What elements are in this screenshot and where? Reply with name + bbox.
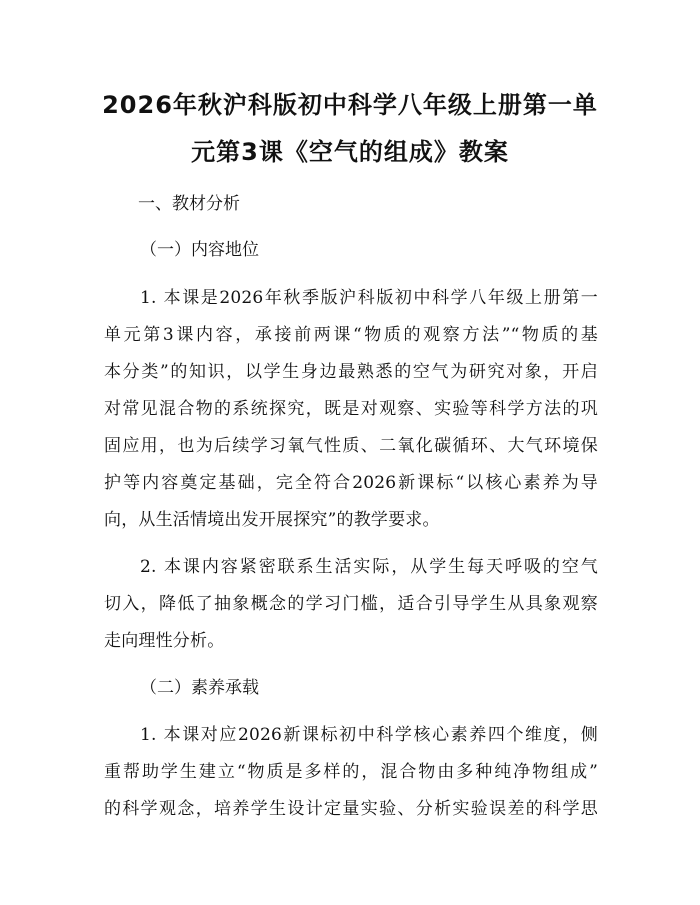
paragraph-3-line-1: 1. 本课对应2026新课标初中科学核心素养四个维度，侧 bbox=[140, 725, 598, 745]
paragraph-1-line-5: 固应用，也为后续学习氧气性质、二氧化碳循环、大气环境保 bbox=[104, 436, 598, 456]
paragraph-2-line-3: 走向理性分析。 bbox=[104, 631, 225, 651]
section-heading-teaching-material-analysis: 一、教材分析 bbox=[138, 194, 240, 214]
subsection-heading-content-position: （一）内容地位 bbox=[140, 240, 259, 260]
paragraph-1-line-7: 向，从生活情境出发开展探究”的教学要求。 bbox=[104, 510, 440, 530]
paragraph-2-line-1: 2. 本课内容紧密联系生活实际，从学生每天呼吸的空气 bbox=[140, 557, 598, 577]
paragraph-2-line-2: 切入，降低了抽象概念的学习门槛，适合引导学生从具象观察 bbox=[104, 594, 598, 614]
document-title-line-1: 2026年秋沪科版初中科学八年级上册第一单 bbox=[102, 91, 598, 119]
paragraph-3-line-3: 的科学观念，培养学生设计定量实验、分析实验误差的科学思 bbox=[104, 799, 598, 819]
subsection-heading-literacy-bearing: （二）素养承载 bbox=[140, 678, 259, 698]
document-title-line-2: 元第3课《空气的组成》教案 bbox=[191, 138, 509, 166]
paragraph-1-line-1: 1. 本课是2026年秋季版沪科版初中科学八年级上册第一 bbox=[140, 288, 598, 308]
paragraph-1-line-2: 单元第3课内容，承接前两课“物质的观察方法”“物质的基 bbox=[104, 325, 598, 345]
paragraph-3-line-2: 重帮助学生建立“物质是多样的，混合物由多种纯净物组成” bbox=[104, 762, 598, 782]
paragraph-1-line-4: 对常见混合物的系统探究，既是对观察、实验等科学方法的巩 bbox=[104, 399, 598, 419]
paragraph-1-line-3: 本分类”的知识，以学生身边最熟悉的空气为研究对象，开启 bbox=[104, 362, 598, 382]
paragraph-1-line-6: 护等内容奠定基础，完全符合2026新课标“以核心素养为导 bbox=[104, 473, 598, 493]
